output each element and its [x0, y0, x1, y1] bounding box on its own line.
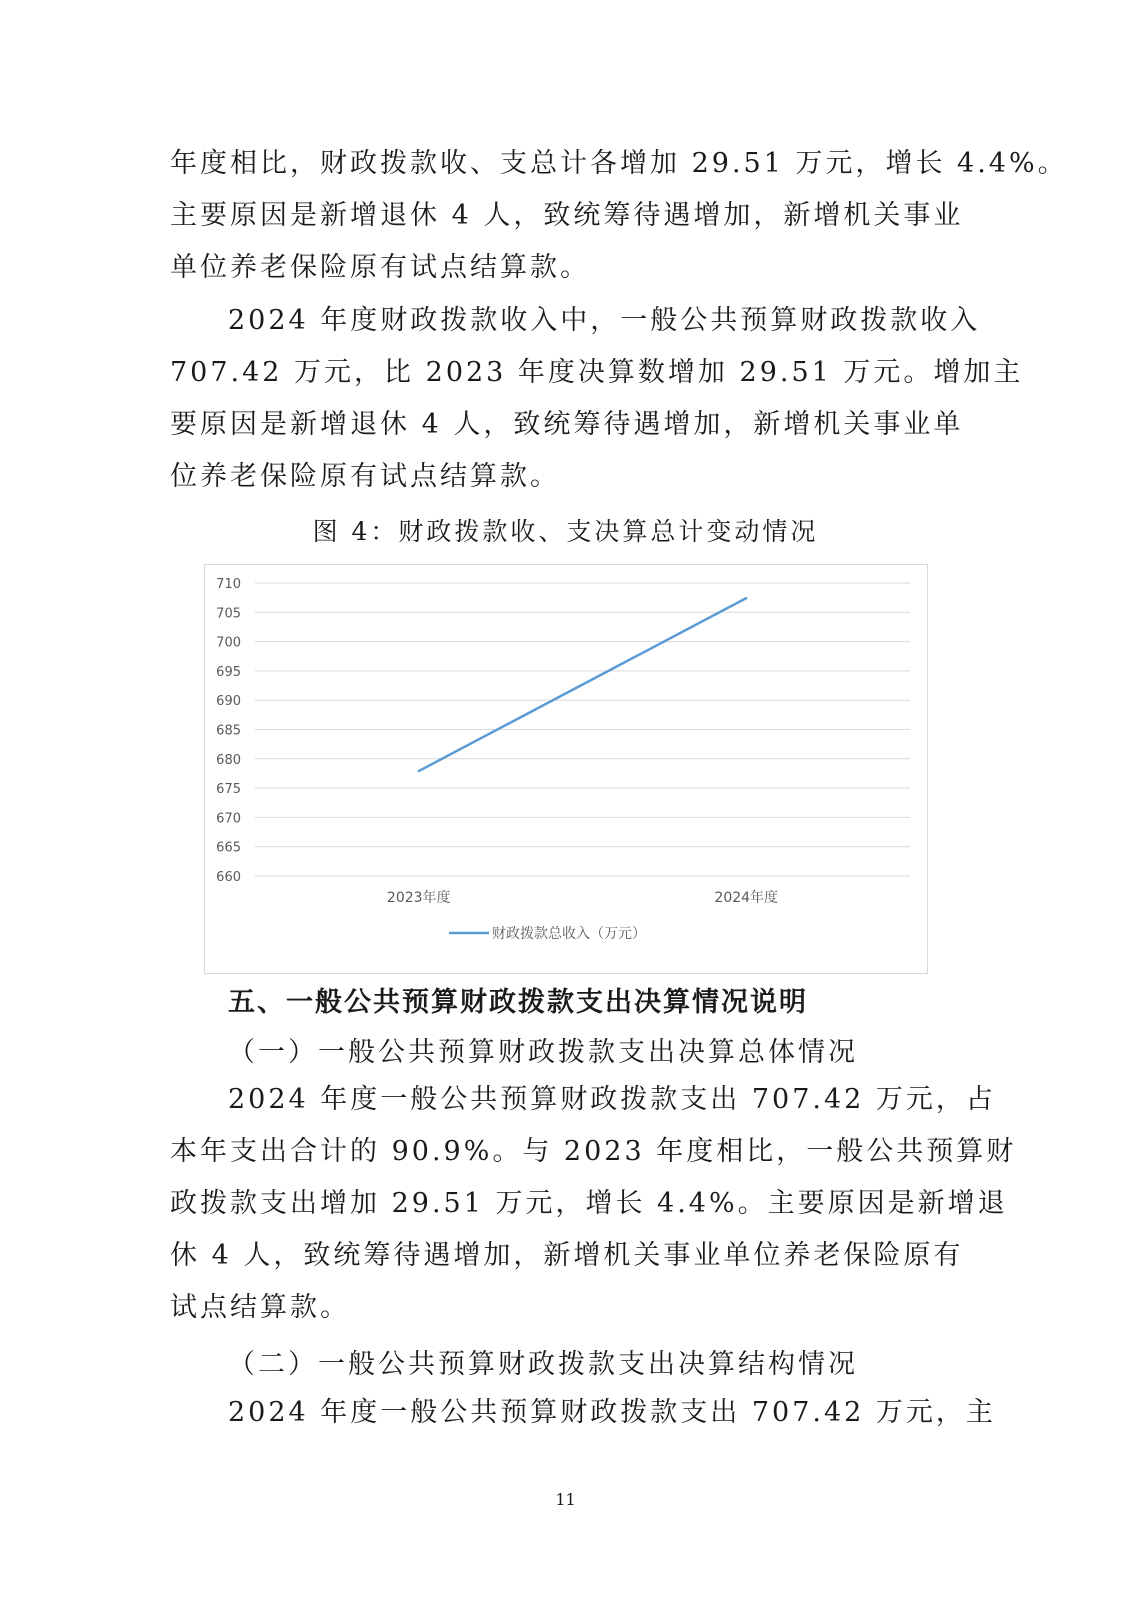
body-text-line: 2024 年度一般公共预算财政拨款支出 707.42 万元，占: [228, 1084, 996, 1115]
data-point: [418, 770, 420, 772]
y-tick-label: 690: [216, 694, 241, 710]
body-text-line: 主要原因是新增退休 4 人，致统筹待遇增加，新增机关事业: [170, 200, 964, 231]
page-number: 11: [555, 1490, 576, 1509]
x-axis-ticks: [387, 889, 778, 906]
chart-gridlines: [255, 583, 910, 876]
y-tick-label: 705: [216, 606, 241, 622]
y-tick-label: 670: [216, 811, 241, 827]
body-text-line: 位养老保险原有试点结算款。: [170, 461, 560, 492]
chart-legend: [449, 925, 646, 942]
x-tick-label: 2024年度: [714, 890, 779, 906]
y-tick-label: 680: [216, 752, 241, 768]
body-text-line: 707.42 万元，比 2023 年度决算数增加 29.51 万元。增加主: [170, 357, 1024, 388]
y-tick-label: 710: [216, 577, 241, 592]
y-tick-label: 700: [216, 635, 241, 651]
y-tick-label: 695: [216, 664, 241, 680]
y-tick-label: 665: [216, 840, 241, 856]
body-text-line: 年度相比，财政拨款收、支总计各增加 29.51 万元，增长 4.4%。: [170, 148, 1068, 179]
figure-caption: 图 4：财政拨款收、支决算总计变动情况: [312, 517, 819, 546]
body-text-line: 休 4 人，致统筹待遇增加，新增机关事业单位养老保险原有: [170, 1240, 964, 1271]
section-heading: 五、一般公共预算财政拨款支出决算情况说明: [228, 987, 808, 1018]
body-text-line: 政拨款支出增加 29.51 万元，增长 4.4%。主要原因是新增退: [170, 1188, 1008, 1219]
chart-series: [418, 597, 748, 772]
series-line: [419, 598, 747, 771]
subsection-heading: （一）一般公共预算财政拨款支出决算总体情况: [228, 1037, 858, 1068]
x-tick-label: 2023年度: [386, 890, 451, 906]
y-tick-label: 675: [216, 782, 241, 798]
data-point: [745, 597, 747, 599]
y-tick-label: 660: [216, 870, 241, 885]
line-chart: [204, 564, 928, 974]
body-text-line: 试点结算款。: [170, 1292, 350, 1323]
legend-label: 财政拨款总收入（万元）: [492, 926, 646, 942]
body-text-line: 2024 年度财政拨款收入中，一般公共预算财政拨款收入: [228, 305, 981, 336]
y-tick-label: 685: [216, 723, 241, 739]
body-text-line: 2024 年度一般公共预算财政拨款支出 707.42 万元，主: [228, 1397, 996, 1428]
body-text-line: 单位养老保险原有试点结算款。: [170, 252, 590, 283]
chart-svg: [205, 565, 927, 973]
body-text-line: 本年支出合计的 90.9%。与 2023 年度相比，一般公共预算财: [170, 1136, 1017, 1167]
body-text-line: 要原因是新增退休 4 人，致统筹待遇增加，新增机关事业单: [170, 409, 964, 440]
subsection-heading: （二）一般公共预算财政拨款支出决算结构情况: [228, 1349, 858, 1380]
y-axis-ticks: [216, 577, 241, 885]
